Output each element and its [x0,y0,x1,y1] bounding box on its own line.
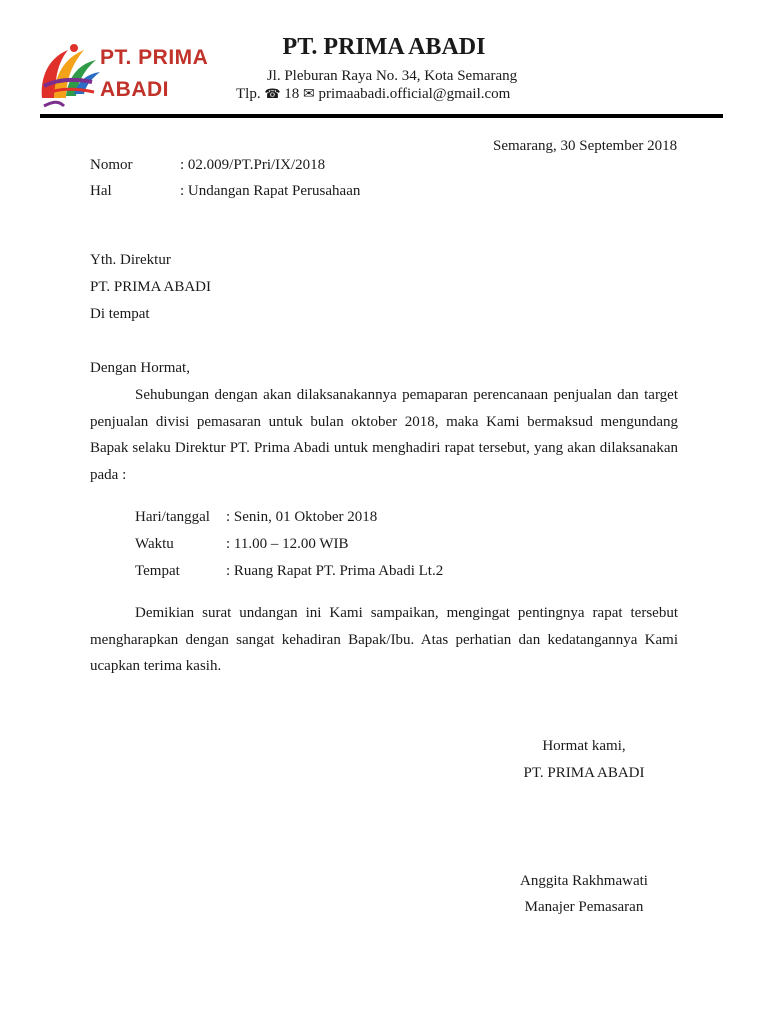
company-address: Jl. Pleburan Raya No. 34, Kota Semarang [266,68,518,84]
meta-label-hal: Hal [90,183,112,199]
detail-label-date: Hari/tanggal [135,509,210,525]
meta-value-hal: : Undangan Rapat Perusahaan [180,183,361,199]
detail-label-place: Tempat [135,563,180,579]
detail-value-place: : Ruang Rapat PT. Prima Abadi Lt.2 [226,563,444,579]
body-paragraph-2 [90,600,678,680]
company-name: PT. PRIMA ABADI [282,34,486,60]
closing-company: PT. PRIMA ABADI [523,765,645,781]
detail-value-time: : 11.00 – 12.00 WIB [226,536,349,552]
salutation: Dengan Hormat, [90,360,190,376]
header-divider [40,114,723,118]
body-paragraph-1-text: Sehubungan dengan akan dilaksanakannya pemaparan perencanaan penjualan dan target penjualan divisi pemasaran untuk bulan oktober 2018, maka Kami bermaksud mengundang Bapak selaku Direktur PT. Prima Abadi untuk menghadiri rapat tersebut, yang akan dilaksanakan pada : [90,387,678,483]
signatory-title: Manajer Pemasaran [524,899,644,915]
phone-number: 18 [284,86,300,102]
envelope-icon: ✉ [303,87,315,102]
phone-icon: ☎ [264,86,281,101]
recipient-line: PT. PRIMA ABADI [90,279,211,295]
detail-value-date: : Senin, 01 Oktober 2018 [226,509,378,525]
meta-label-nomor: Nomor [90,157,133,173]
contact-line [236,86,510,103]
body-paragraph-1 [90,382,678,488]
recipient-line: Yth. Direktur [90,252,171,268]
phone-prefix: Tlp. [236,86,261,102]
logo-text-line1: PT. PRIMA [100,46,209,69]
signatory-name: Anggita Rakhmawati [520,873,648,889]
body-paragraph-2-text: Demikian surat undangan ini Kami sampaikan, mengingat pentingnya rapat tersebut mengharapkan dengan sangat kehadiran Bapak/Ibu. Atas perhatian dan kedatangannya Kami ucapkan terima kasih. [90,605,678,674]
closing-greeting: Hormat kami, [542,738,626,754]
detail-label-time: Waktu [135,536,174,552]
letter-date: Semarang, 30 September 2018 [493,138,678,154]
recipient-line: Di tempat [90,306,150,322]
email-address: primaabadi.official@gmail.com [318,86,511,102]
logo-text-line2: ABADI [100,78,169,101]
meta-value-nomor: : 02.009/PT.Pri/IX/2018 [180,157,326,173]
